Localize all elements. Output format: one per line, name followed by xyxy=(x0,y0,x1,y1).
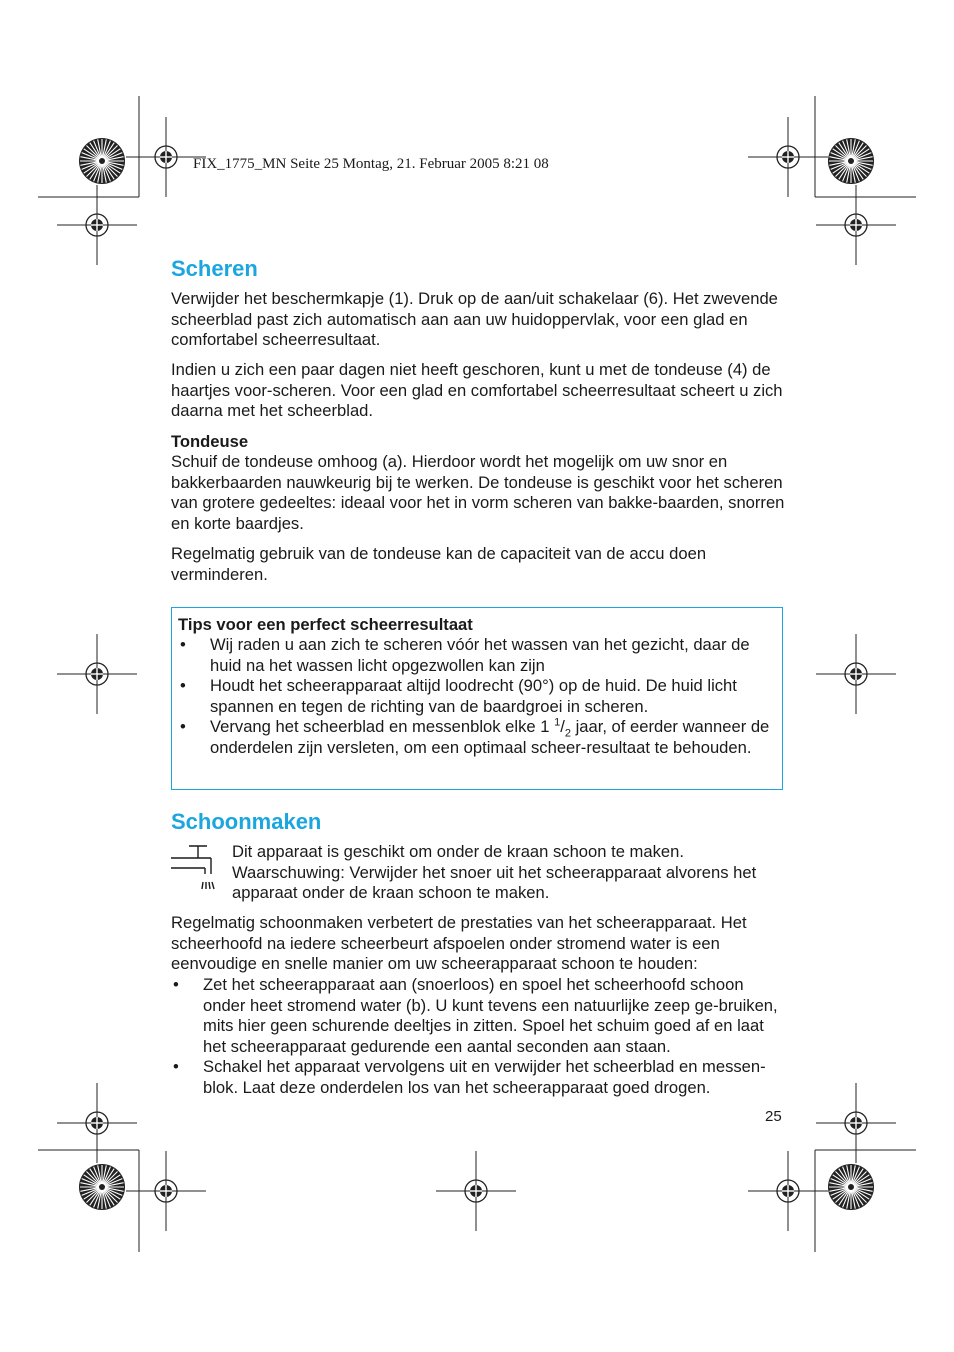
list-item xyxy=(178,635,776,676)
section-title-scheren: Scheren xyxy=(171,256,258,281)
registration-mark-icon xyxy=(748,117,828,197)
tip-text-part: jaar, of eerder wanneer de onderdelen zijn versleten, om een optimaal scheer-resultaat te behouden. xyxy=(210,717,770,757)
list-item xyxy=(178,676,776,717)
bullet: • xyxy=(180,717,186,737)
tip-text xyxy=(210,717,769,757)
bullet: • xyxy=(180,635,186,654)
registration-mark-icon xyxy=(748,1151,828,1231)
registration-mark-icon xyxy=(816,1083,896,1163)
tip-text: Houdt het scheerapparaat altijd loodrecht (90°) op de huid. De huid licht spannen en tegen de richting van de baardgroei in scheren. xyxy=(210,676,737,716)
tip-text-part: Vervang het scheerblad en messenblok elke 1 xyxy=(210,717,555,737)
page-number: 25 xyxy=(765,1108,782,1125)
starburst-icon xyxy=(828,138,874,184)
print-header: FIX_1775_MN Seite 25 Montag, 21. Februar 2005 8:21 08 xyxy=(193,156,549,172)
registration-mark-icon xyxy=(57,1083,137,1163)
fraction-denominator: 2 xyxy=(564,727,571,740)
list-item-text: Schakel het apparaat vervolgens uit en verwijder het scheerblad en messen-blok. Laat deze onderdelen los van het scheerapparaat goed drogen. xyxy=(203,1057,766,1097)
bullet: • xyxy=(180,676,186,696)
tips-box xyxy=(171,607,783,790)
section-title-schoonmaken: Schoonmaken xyxy=(171,809,322,834)
scheren-paragraph-1: Verwijder het beschermkapje (1). Druk op de aan/uit schakelaar (6). Het zwevende scheerblad past zich automatisch aan aan uw huidoppervlak, voor een glad en comfortabel scheerresultaat. xyxy=(171,289,778,350)
list-item xyxy=(171,1057,785,1098)
faucet-paragraph: Dit apparaat is geschikt om onder de kraan schoon te maken. Waarschuwing: Verwijder het snoer uit het scheerapparaat alvorens het apparaat onder de kraan schoon te maken. xyxy=(232,842,757,903)
schoonmaken-paragraph-1: Regelmatig schoonmaken verbetert de prestaties van het scheerapparaat. Het scheerhoofd na iedere scheerbeurt afspoelen onder stromend water is een eenvoudige en snelle manier om uw scheerapparaat schoon te houden: xyxy=(171,913,747,974)
registration-mark-icon xyxy=(816,634,896,714)
registration-mark-icon xyxy=(126,1151,206,1231)
list-item-text: Zet het scheerapparaat aan (snoerloos) en spoel het scheerhoofd schoon onder heet stromend water (b). U kunt tevens een natuurlijke zeep ge-bruiken, mits hier geen schurende deeltjes in zitten. Spoel het schuim goed af en laat het scheerapparaat gedurende een aantal seconden aan staan. xyxy=(203,975,778,1056)
tip-text: Wij raden u aan zich te scheren vóór het wassen van het gezicht, daar de huid na het wassen licht opgezwollen kan zijn xyxy=(210,635,750,675)
bullet: • xyxy=(173,975,179,994)
starburst-icon xyxy=(79,138,125,184)
tips-title: Tips voor een perfect scheerresultaat xyxy=(178,615,473,634)
tips-list xyxy=(178,635,776,759)
tondeuse-heading: Tondeuse xyxy=(171,432,249,451)
bullet: • xyxy=(173,1057,179,1077)
scheren-paragraph-2: Indien u zich een paar dagen niet heeft geschoren, kunt u met de tondeuse (4) de haartjes voor-scheren. Voor een glad en comfortabel scheerresultaat scheert u zich daarna met het scheerblad. xyxy=(171,360,783,421)
schoonmaken-list xyxy=(171,975,785,1099)
faucet-icon xyxy=(171,844,221,894)
fraction-numerator: 1 xyxy=(554,716,561,729)
scheren-paragraph-3: Regelmatig gebruik van de tondeuse kan de capaciteit van de accu doen verminderen. xyxy=(171,544,707,584)
starburst-icon xyxy=(828,1164,874,1210)
tondeuse-paragraph: Schuif de tondeuse omhoog (a). Hierdoor wordt het mogelijk om uw snor en bakkerbaarden nauwkeurig bij te werken. De tondeuse is geschikt voor het scheren van grotere gedeeltes: ideaal voor het in vorm scheren van bakke-baarden, snorren en korte baardjes. xyxy=(171,452,785,533)
registration-mark-icon xyxy=(57,634,137,714)
list-item xyxy=(178,717,776,758)
fraction-slash: / xyxy=(560,717,565,737)
registration-mark-icon xyxy=(436,1151,516,1231)
starburst-icon xyxy=(79,1164,125,1210)
list-item xyxy=(171,975,785,1057)
